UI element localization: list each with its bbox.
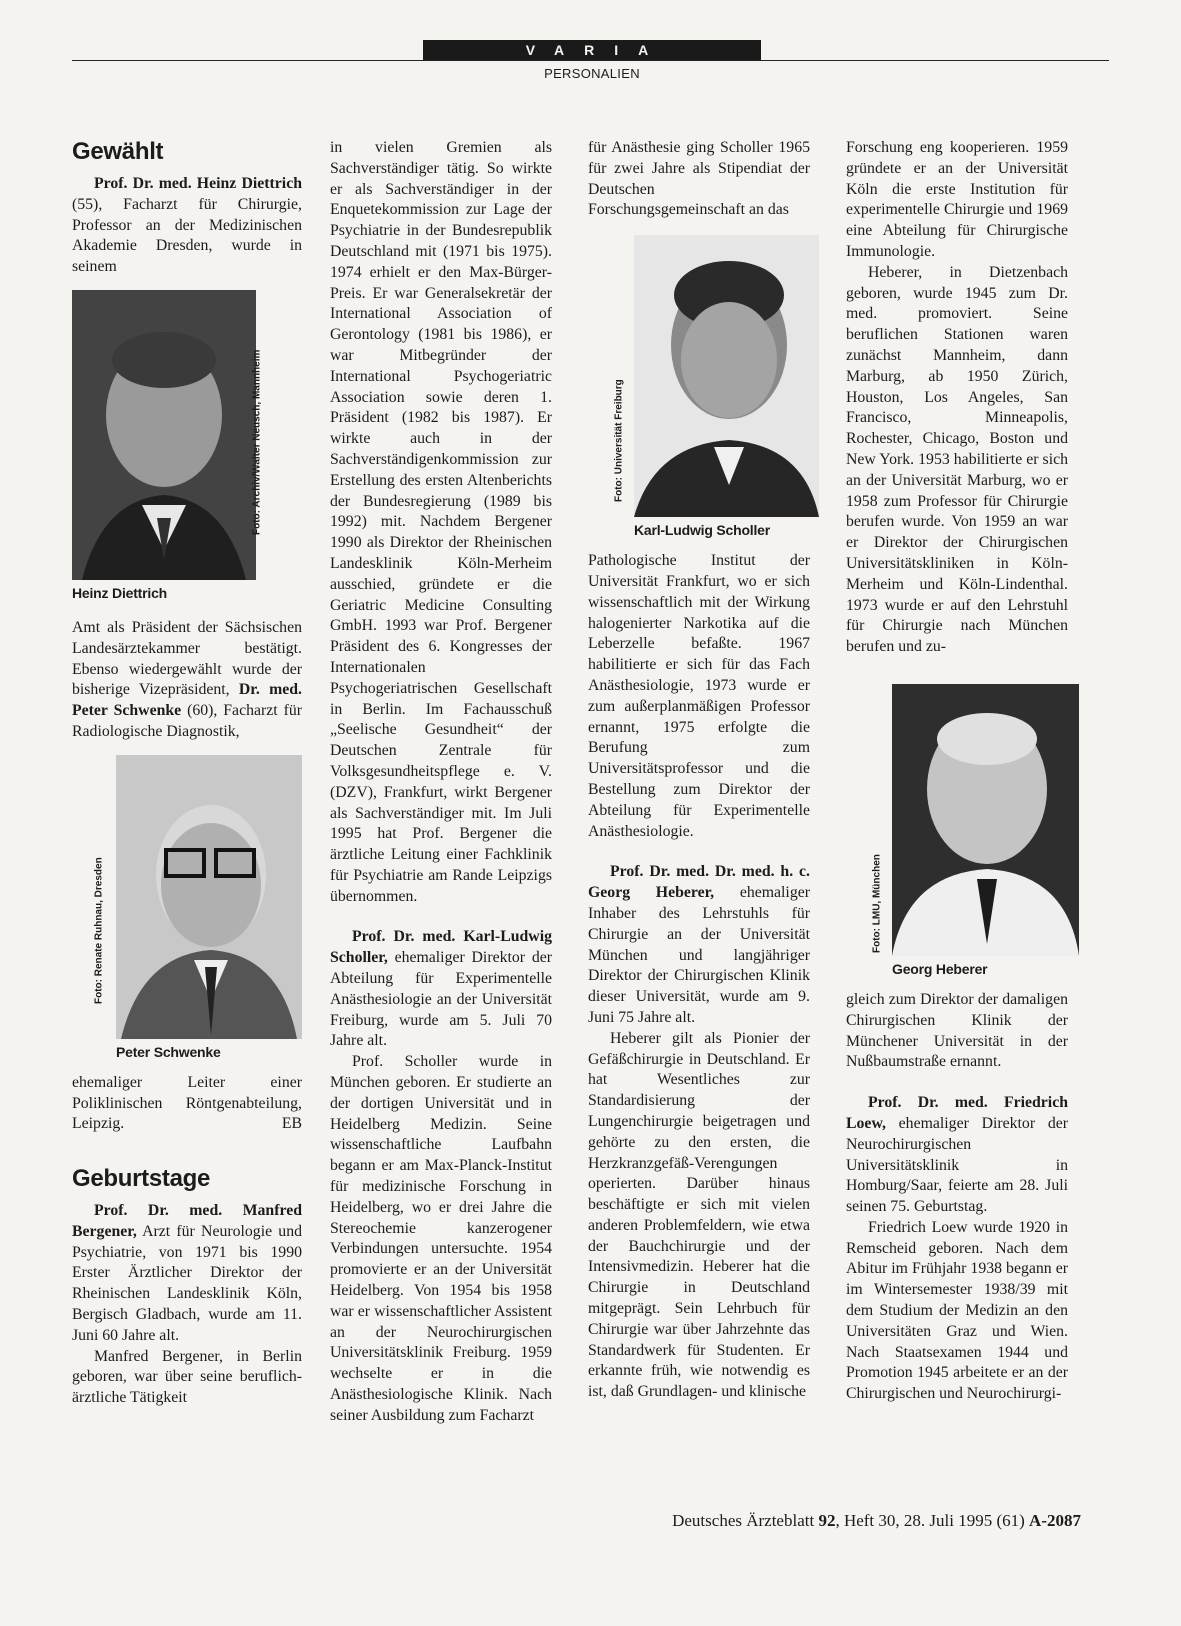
subsection-label: PERSONALIEN: [544, 66, 640, 81]
photo-caption: Karl-Ludwig Scholler: [634, 522, 771, 539]
paragraph-text: ehemaliger Leiter einer Poliklinischen Röntgenabteilung, Leipzig.: [72, 1073, 302, 1133]
portrait-image: [892, 684, 1079, 956]
column-4: [846, 138, 1068, 1405]
person-name: Prof. Dr. med. Karl-Ludwig Scholler,: [330, 928, 552, 967]
portrait-photo: [72, 290, 256, 580]
paragraph: gleich zum Direktor der damaligen Chirurgischen Klinik der Münchener Universität in der Nußbaumstraße ernannt.: [846, 990, 1068, 1071]
photo-block: [846, 684, 1068, 978]
person-name: Prof. Dr. med. Heinz Diettrich: [94, 175, 302, 192]
photo-caption: Heinz Diettrich: [72, 584, 168, 601]
portrait-photo: [116, 755, 302, 1039]
paragraph: [72, 1201, 302, 1347]
journal-name: Deutsches Ärzteblatt: [672, 1511, 819, 1530]
paragraph: Heberer, in Dietzenbach geboren, wurde 1945 zum Dr. med. promoviert. Seine beruflichen Stationen waren zunächst Mannheim, dann Marburg, ab 1950 Zürich, Houston, Los Angeles, San Francisco, Minneapolis, Rochester, Chicago, Boston und New York. 1953 habilitierte er sich an der Universität Marburg, wo er 1958 zum Professor für Chirurgie berufen wurde. Von 1959 an war er Direktor der Chirurgischen Universitätskliniken in Köln-Merheim und Köln-Lindenthal. 1973 wurde er auf den Lehrstuhl für Chirurgie nach München berufen und zu-: [846, 263, 1068, 656]
person-name: Prof. Dr. med. Dr. med. h. c. Georg Heberer,: [588, 863, 810, 902]
paragraph-text: (60), Facharzt für Radiologische Diagnostik,: [72, 702, 302, 740]
paragraph: für Anästhesie ging Scholler 1965 für zwei Jahre als Stipendiat der Deutschen Forschungsgemeinschaft an das: [588, 139, 810, 219]
column-3: [588, 138, 810, 1403]
paragraph: Prof. Scholler wurde in München geboren. Er studierte an der dortigen Universität und in Heidelberg Medizin. Seine wissenschaftliche Laufbahn begann er am Max-Planck-Institut für medizinische Forschung in Heidelberg, wo er drei Jahre die Stereochemie kanzerogener Verbindungen untersuchte. 1954 promovierte er an der Universität Heidelberg. Von 1954 bis 1958 war er wissenschaftlicher Assistent an der Neurochirurgischen Universitätsklinik Freiburg. 1959 wechselte er in die Anästhesiologische Klinik. Nach seiner Ausbildung zum Facharzt: [330, 1053, 552, 1424]
photo-credit-text: Foto: Renate Ruhnau, Dresden: [93, 857, 105, 1004]
photo-credit: [870, 710, 886, 982]
paragraph-text: Amt als Präsident der Sächsischen Landesärztekammer bestätigt. Ebenso wiedergewählt wurde der bisherige Vizepräsident,: [72, 618, 302, 699]
photo-credit: [250, 264, 266, 564]
paragraph: Forschung eng kooperieren. 1959 gründete er an der Universität Köln die erste Institution für experimentelle Chirurgie und 1969 eine Abteilung für Chirurgische Immunologie.: [846, 139, 1068, 260]
paragraph: Manfred Bergener, in Berlin geboren, war über seine beruflich-ärztliche Tätigkeit: [72, 1347, 302, 1407]
paragraph-text: (55), Facharzt für Chirurgie, Professor an der Medizinischen Akademie Dresden, wurde in seinem: [72, 195, 302, 276]
person-name: Prof. Dr. med. Friedrich Loew,: [846, 1094, 1068, 1132]
column-2: [330, 138, 552, 1427]
heading-gewaehlt: Gewählt: [72, 138, 164, 165]
photo-caption: Georg Heberer: [892, 960, 988, 977]
paragraph-text: ehemaliger Direktor der Abteilung für Experimentelle Anästhesiologie an der Universität Freiburg, wurde am 5. Juli 70 Jahre alt.: [330, 949, 552, 1050]
paragraph: Heberer gilt als Pionier der Gefäßchirurgie in Deutschland. Er hat Wesentliches zur Standardisierung der Lungenchirurgie beigetragen und gehörte zu den ersten, die Herzkranzgefäß-Verengungen operierten. Darüber hinaus beschäftigte er sich mit vielen anderen Problemfeldern, wie etwa der Bauchchirurgie und der Intensivmedizin. Heberer hat die Chirurgie in Deutschland mitgeprägt. Sein Lehrbuch für Chirurgie war über Jahrzehnte das Standardwerk für Studenten. Er erkannte früh, wie notwendig es ist, daß Grundlagen- und klinische: [588, 1029, 810, 1401]
paragraph: in vielen Gremien als Sachverständiger tätig. So wirkte er als Sachverständiger in der Enquetekommission zur Lage der Psychiatrie in der Bundesrepublik Deutschland mit (1971 bis 1975). 1974 erhielt er den Max-Bürger-Preis. Er war Generalsekretär der International Association of Gerontology (1981 bis 1986), er war Mitbegründer der International Psychogeriatric Association sowie deren 1. Präsident (1982 bis 1987). Er wirkte auch in der Sachverständigenkommission zur Erstellung des ersten Altenberichts der Bundesregierung (1989 bis 1992) mit. Nachdem Bergener 1990 als Direktor der Rheinischen Landesklinik Köln-Merheim ausschied, gründete er die Geriatric Medicine Consulting GmbH. 1993 war Prof. Bergener Präsident des 6. Kongresses der Internationalen Psychogeriatrischen Gesellschaft in Berlin. Im Fachausschuß „Seelische Gesundheit“ der Deutschen Zentrale für Volksgesundheitspflege e. V. (DZV), Frankfurt, wirkt Bergener als Sachverständiger mit. Im Juli 1995 hat Prof. Bergener die ärztliche Leitung einer Fachklinik für Psychiatrie am Rande Leipzigs übernommen.: [330, 139, 552, 905]
photo-credit: [612, 249, 628, 531]
photo-credit: [92, 753, 108, 1033]
page-number: A-2087: [1029, 1511, 1081, 1530]
page-footer: [672, 1510, 1081, 1532]
paragraph: [846, 1093, 1068, 1218]
portrait-photo: [892, 684, 1079, 956]
photo-credit-text: Foto: Universität Freiburg: [613, 379, 625, 503]
person-name: Prof. Dr. med. Manfred Bergener,: [72, 1201, 302, 1240]
paragraph-text: Arzt für Neurologie und Psychiatrie, von 1971 bis 1990 Erster Ärztlicher Direktor der Rheinischen Landesklinik Köln, Bergisch Gladbach, wurde am 11. Juni 60 Jahre alt.: [72, 1222, 302, 1344]
paragraph: Pathologische Institut der Universität Frankfurt, wo er sich wissenschaftlich mit der Wirkung halogenierter Narkotika auf die Leberzelle befaßte. 1967 habilitierte er sich für das Fach Anästhesiologie, 1973 wurde er zum außerplanmäßigen Professor ernannt, 1975 erfolgte die Berufung zum Universitätsprofessor und die Bestellung zum Direktor der Abteilung für Experimentelle Anästhesiologie.: [588, 552, 810, 840]
paragraph: [72, 174, 302, 278]
portrait-image: [634, 235, 819, 517]
portrait-image: [72, 290, 256, 580]
heading-geburtstage: Geburtstage: [72, 1164, 211, 1192]
photo-block: [588, 235, 810, 539]
paragraph: Friedrich Loew wurde 1920 in Remscheid geboren. Nach dem Abitur im Frühjahr 1938 begann er im Wintersemester 1938/39 mit dem Studium der Medizin an den Universitäten Graz und Wien. Nach Staatsexamen 1944 und Promotion 1945 arbeitete er an der Chirurgischen und Neurochirurgi-: [846, 1218, 1068, 1403]
portrait-photo: [634, 235, 819, 517]
paragraph-text: ehemaliger Direktor der Neurochirurgischen Universitätsklinik in Homburg/Saar, feierte am 28. Juli seinen 75. Geburtstag.: [846, 1114, 1068, 1216]
photo-caption: Peter Schwenke: [116, 1043, 221, 1060]
paragraph: [72, 618, 302, 743]
portrait-image: [116, 755, 302, 1039]
header-rule: [72, 60, 1109, 61]
author-signature: EB: [281, 1115, 302, 1133]
paragraph: [330, 927, 552, 1052]
person-name: Dr. med. Peter Schwenke: [72, 681, 302, 720]
volume-number: 92: [818, 1511, 836, 1530]
photo-credit-text: Foto: Archiv/Walter Neusch, Mannheim: [251, 349, 263, 536]
paragraph-text: ehemaliger Inhaber des Lehrstuhls für Chirurgie an der Universität München und langjähriger Direktor der Chirurgischen Klinik dieser Universität, wurde am 9. Juni 75 Jahre alt.: [588, 884, 810, 1026]
photo-credit-text: Foto: LMU, München: [871, 854, 883, 954]
section-label: VARIA: [423, 40, 761, 60]
issue-info: , Heft 30, 28. Juli 1995 (61): [835, 1511, 1030, 1530]
column-1: [72, 138, 302, 1409]
paragraph: [588, 862, 810, 1028]
